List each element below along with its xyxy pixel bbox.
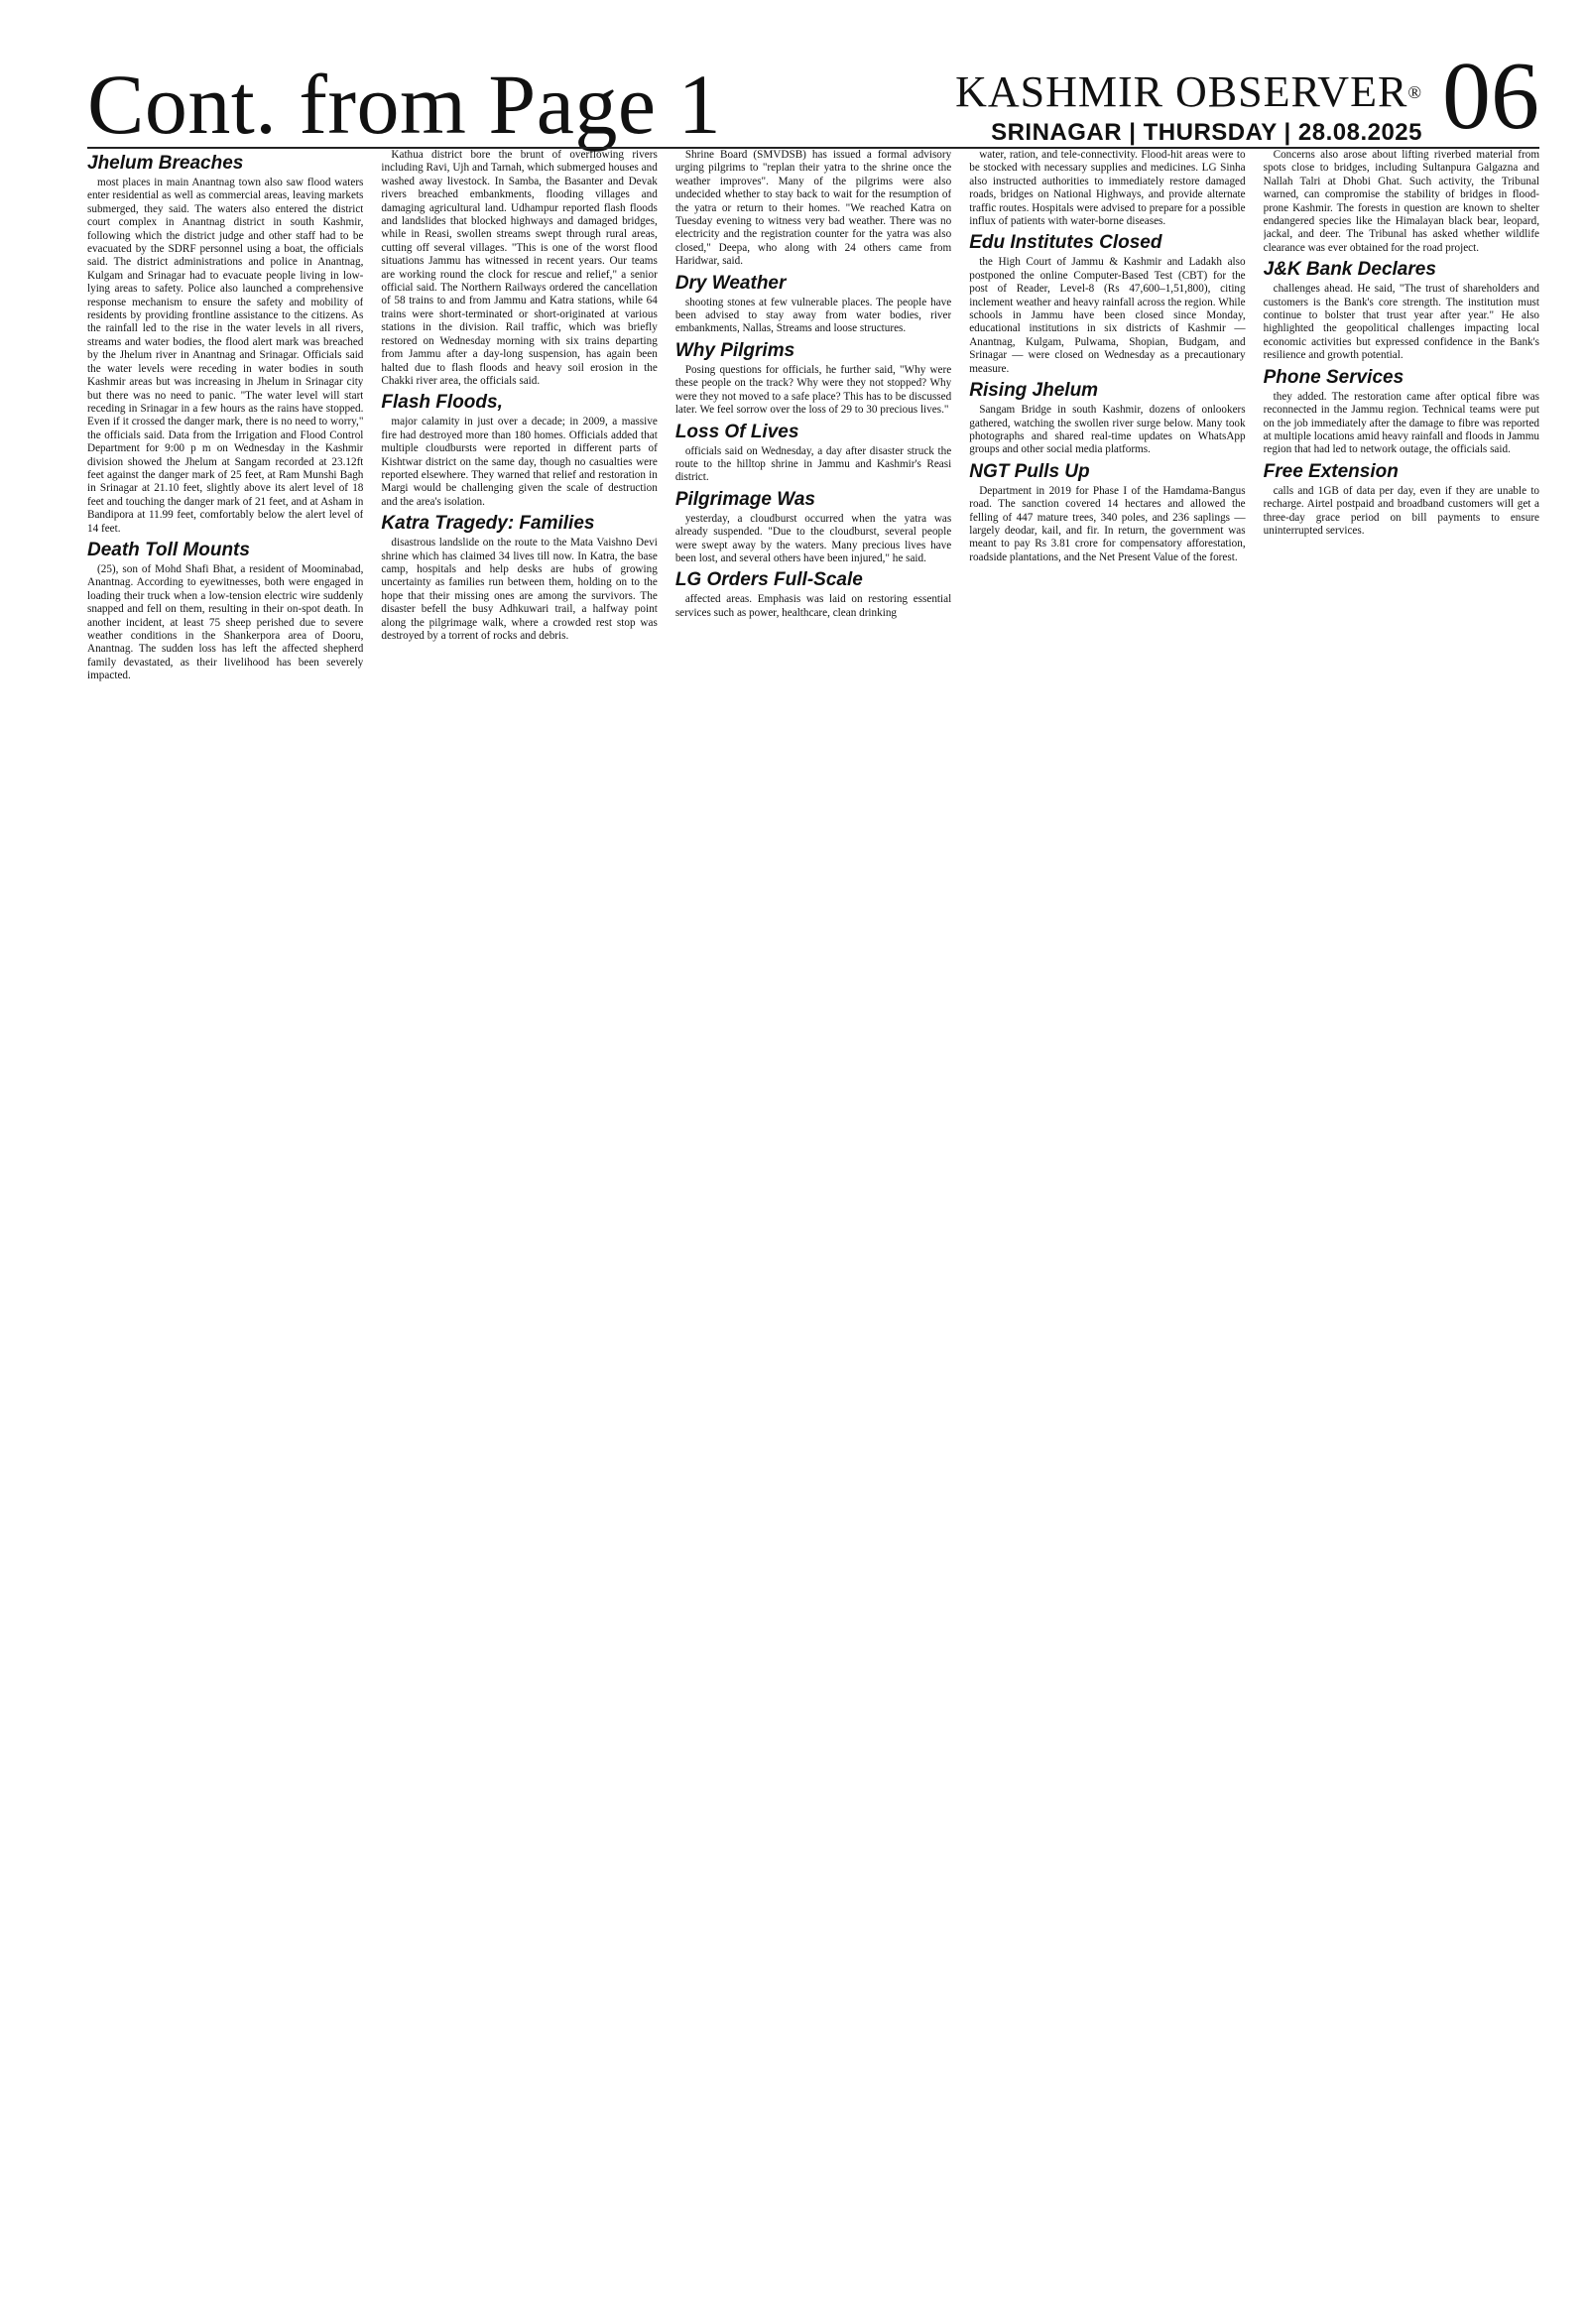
section-text: Kathua district bore the brunt of overflowing rivers including Ravi, Ujh and Tarnah, which submerged houses and washed away livestock. In Samba, the Basanter and Devak rivers breached embankments, flooding villages and damaging agricultural land. Udhampur reported flash floods and landslides that blocked highways and damaged bridges, while in Reasi, swollen streams swept through rural areas, cutting off several villages. "This is one of the worst flood situations Jammu has witnessed in recent years. Our teams are working round the clock for rescue and relief," a senior official said. The Northern Railways ordered the cancellation of 58 trains to and from Jammu and Katra stations, while 64 trains were short-terminated or short-originated at various stations in the division. Rail traffic, which was briefly restored on Wednesday morning with six trains departing from Jammu after a day-long suspension, has again been halted due to flash floods and heavy soil erosion in the Chakki river area, the officials said. <box>381 149 658 387</box>
section-heading: Loss Of Lives <box>674 421 799 442</box>
section-heading: Phone Services <box>1263 366 1404 388</box>
section-text: Posing questions for officials, he further said, "Why were these people on the track? Why were they not stopped? Why were they not moved to a safe place? This has to be discussed later. We feel sorrow over the loss of 29 to 30 precious lives." <box>674 363 952 417</box>
masthead-title: KASHMIR OBSERVER <box>955 67 1408 116</box>
section-heading: Death Toll Mounts <box>87 539 250 560</box>
section-text: the High Court of Jammu & Kashmir and Ladakh also postponed the online Computer-Based Test (CBT) for the post of Reader, Level-8 (Rs 47,600–1,51,800), citing inclement weather and heavy rainfall across the region. While schools in Jammu have been closed since Monday, educational institutions in six districts of Kashmir — Anantnag, Kulgam, Pulwama, Shopian, Budgam, and Srinagar — were closed on Wednesday as a precautionary measure. <box>969 256 1246 375</box>
section-text: most places in main Anantnag town also saw flood waters enter residential as well as commercial areas, leaving markets submerged, they said. The waters also entered the district court complex in Anantnag district in south Kashmir, following which the district judge and other staff had to be evacuated by the SDRF personnel using a boat, the officials said. The district administrations and police in Anantnag, Kulgam and Srinagar had to evacuate people living in low-lying areas to safety. Police also launched a comprehensive response mechanism to ensure the safety and mobility of residents by providing frontline assistance to the citizens. As the rainfall led to the rise in the water levels in all rivers, streams and water bodies, the flood alert mark was breached by the Jhelum river in Anantnag and Srinagar. Officials said the water levels were receding in water bodies in south Kashmir areas but was increasing in Jhelum in Srinagar city but there was no need to panic. "The water level will start receding in Srinagar in a few hours as the rains have stopped. Even if it crossed the danger mark, there is no need to worry," the officials said. Data from the Irrigation and Flood Control Department for 9:00 p m on Wednesday in the Kashmir division showed the Jhelum at Sangam recorded at 23.12ft feet against the danger mark of 25 feet, at Ram Munshi Bagh in Srinagar at 21.10 feet, slightly above its alert level of 18 feet and touching the danger mark of 21 feet, and at Asham in Bandipora at 11.99 feet, comfortably below the alert level of 14 feet. <box>87 177 364 535</box>
masthead <box>955 69 1422 115</box>
registered-mark: ® <box>1407 82 1422 102</box>
section-heading: Katra Tragedy: Families <box>381 513 595 535</box>
section-text: (25), son of Mohd Shafi Bhat, a resident of Moominabad, Anantnag. According to eyewitnesses, both were engaged in loading their truck when a low-tension electric wire suddenly snapped and fell on them, resulting in their on-spot death. In another incident, at least 75 sheep perished due to severe weather conditions in the Shankerpora area of Dooru, Anantnag. The sudden loss has left the affected shepherd family devastated, as their livelihood has been severely impacted. <box>87 562 364 682</box>
column-4 <box>969 149 1245 2281</box>
section-text: officials said on Wednesday, a day after disaster struck the route to the hilltop shrine in Jammu and Kashmir's Reasi district. <box>674 444 952 484</box>
page-number: 06 <box>1442 43 1539 150</box>
article-columns <box>87 149 1539 2281</box>
section-heading: Flash Floods, <box>381 392 503 414</box>
section-heading: J&K Bank Declares <box>1263 259 1436 281</box>
section-text: Sangam Bridge in south Kashmir, dozens of onlookers gathered, watching the swollen river surge below. Many took photographs and shared real-time updates on WhatsApp groups and other social media platforms. <box>969 404 1246 456</box>
section-heading: Jhelum Breaches <box>87 153 244 174</box>
section-text: calls and 1GB of data per day, even if they are unable to recharge. Airtel postpaid and broadband customers will get a three-day grace period on bill payments to ensure uninterrupted services. <box>1263 484 1540 537</box>
section-heading: Why Pilgrims <box>674 339 795 361</box>
section-text: Shrine Board (SMVDSB) has issued a formal advisory urging pilgrims to "replan their yatra to the shrine once the weather improves". Many of the pilgrims were also undecided whether to stay back to wait for the resumption of the yatra or return to their homes. "We reached Katra on Tuesday evening to witness very bad weather. There was no electricity and the registration counter for the yatra was also closed," Deepa, who along with 24 others came from Haridwar, said. <box>674 149 952 268</box>
column-1 <box>87 149 363 2281</box>
section-text: Department in 2019 for Phase I of the Hamdama-Bangus road. The sanction covered 14 hectares and allowed the felling of 447 mature trees, 340 poles, and 236 saplings — largely deodar, kail, and fir. In return, the government was meant to pay Rs 3.81 crore for compensatory afforestation, roadside plantations, and the Net Present Value of the forest. <box>969 484 1246 563</box>
column-2 <box>381 149 657 2281</box>
section-text: yesterday, a cloudburst occurred when the yatra was already suspended. "Due to the cloudburst, several people were swept away by the waters. Many precious lives have been lost, and several others have been injured," he said. <box>674 512 952 564</box>
page-header <box>87 40 1539 152</box>
section-heading: Edu Institutes Closed <box>969 232 1162 254</box>
section-text: challenges ahead. He said, "The trust of shareholders and customers is the Bank's core strength. The institution must continue to bolster that trust year after year." He also highlighted the geopolitical challenges impacting local economic activities but expressed confidence in the Bank's resilience and growth potential. <box>1263 283 1540 362</box>
column-5 <box>1264 149 1539 2281</box>
section-text: Concerns also arose about lifting riverbed material from spots close to bridges, including Sultanpura Galgazna and Nallah Talri at Dhobi Ghat. Such activity, the Tribunal warned, can compromise the stability of bridges in flood-prone Kashmir. The forests in question are known to shelter endangered species like the Himalayan black bear, leopard, jackal, and deer. The Tribunal has asked whether wildlife clearance was ever obtained for the road project. <box>1263 149 1540 254</box>
section-heading: Dry Weather <box>674 272 787 294</box>
section-heading: Pilgrimage Was <box>674 488 815 510</box>
section-heading: NGT Pulls Up <box>969 460 1090 482</box>
section-heading: Free Extension <box>1263 460 1399 482</box>
section-text: major calamity in just over a decade; in 2009, a massive fire had destroyed more than 180 homes. Officials added that multiple cloudbursts were reported in different parts of Kishtwar district on the same day, though no casualties were reported elsewhere. They warned that relief and restoration in Margi would be challenging given the scale of destruction and the area's isolation. <box>381 416 658 508</box>
section-heading: Rising Jhelum <box>969 380 1099 402</box>
section-text: they added. The restoration came after optical fibre was reconnected in the Jammu region. Technical teams were put on the job immediately after the damage to fibre was reported at multiple locations amid heavy rainfall and floods in Jammu region that had led to network outage, the officials said. <box>1263 390 1540 456</box>
section-text: water, ration, and tele-connectivity. Flood-hit areas were to be stocked with necessary supplies and medicines. LG Sinha also instructed authorities to immediately restore damaged roads, bridges on National Highways, and provide alternate traffic routes. Hospitals were advised to prepare for a possible influx of patients with water-borne diseases. <box>969 149 1246 228</box>
page-title: Cont. from Page 1 <box>87 57 722 152</box>
section-heading: LG Orders Full-Scale <box>674 569 863 591</box>
dateline: SRINAGAR | THURSDAY | 28.08.2025 <box>991 119 1422 146</box>
masthead-block <box>955 69 1422 147</box>
section-text: affected areas. Emphasis was laid on restoring essential services such as power, healthcare, clean drinking <box>674 593 952 619</box>
section-text: disastrous landslide on the route to the Mata Vaishno Devi shrine which has claimed 34 lives till now. In Katra, the base camp, hospitals and help desks are hubs of growing uncertainty as families run between them, holding on to the hope that their missing ones are among the survivors. The disaster befell the busy Adhkuwari trail, a halfway point along the pilgrimage walk, where a crowded rest stop was destroyed by a torrent of rocks and debris. <box>381 537 658 642</box>
section-text: shooting stones at few vulnerable places. The people have been advised to stay away from water bodies, river embankments, Nallas, Streams and loose structures. <box>674 296 952 335</box>
column-3 <box>675 149 951 2281</box>
